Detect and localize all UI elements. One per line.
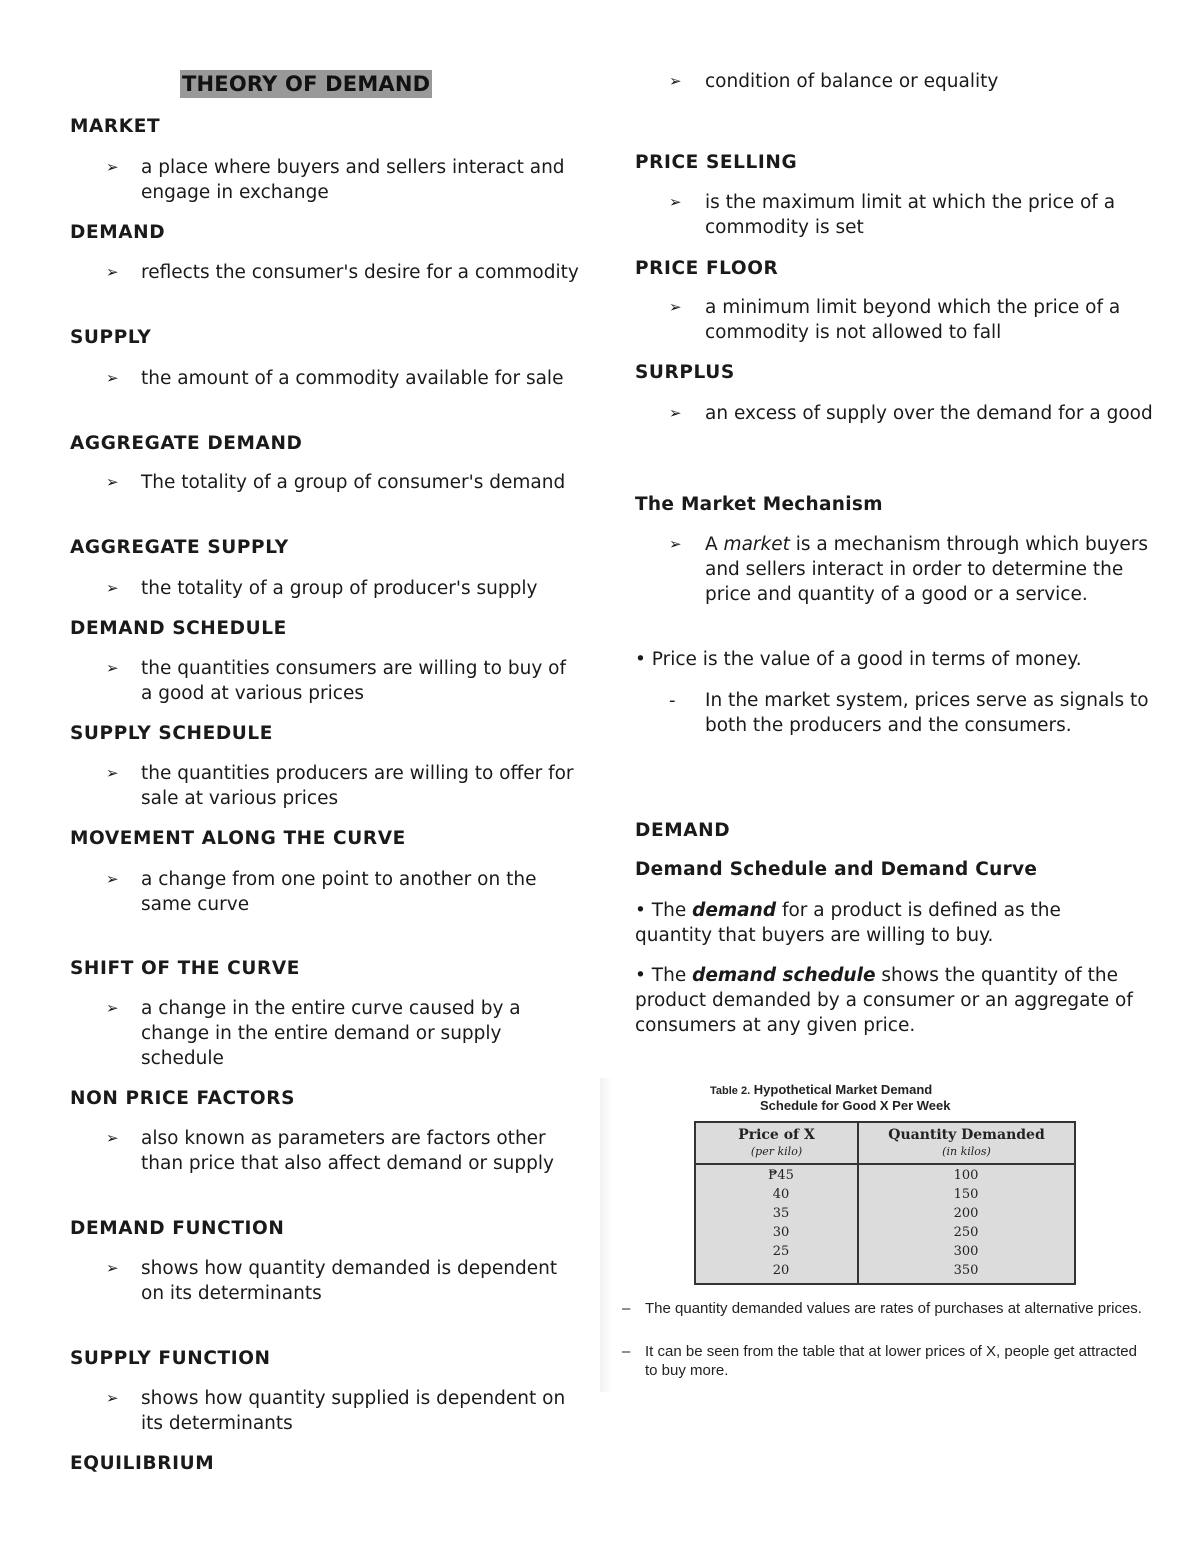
arrow-bullet-icon: ➢ — [106, 1129, 119, 1147]
heading-market-mechanism: The Market Mechanism — [635, 494, 883, 515]
arrow-bullet-icon: ➢ — [106, 369, 119, 387]
bullet-text: a change from one point to another on the same curve — [141, 869, 537, 915]
bullet-text: also known as parameters are factors other than price that also affect demand or supply — [141, 1128, 554, 1174]
heading-non-price-factors: NON PRICE FACTORS — [70, 1088, 296, 1109]
column-header-quantity: Quantity Demanded — [888, 1127, 1045, 1143]
arrow-bullet-icon: ➢ — [669, 404, 682, 422]
arrow-bullet-icon: ➢ — [106, 659, 119, 677]
table-cell-price: 40 — [772, 1187, 790, 1202]
heading-demand-section: DEMAND — [635, 820, 731, 841]
bullet-text: a minimum limit beyond which the price of a commodity is not allowed to fall — [705, 297, 1121, 343]
arrow-bullet-icon: ➢ — [106, 263, 119, 281]
price-definition: • Price is the value of a good in terms of money. — [635, 649, 1082, 670]
heading-price-selling: PRICE SELLING — [635, 152, 798, 173]
document-title: THEORY OF DEMAND — [182, 72, 431, 96]
demand-schedule-table — [694, 1121, 1076, 1285]
arrow-bullet-icon: ➢ — [669, 72, 682, 90]
table-cell-price: 20 — [772, 1263, 790, 1278]
note-dash: – — [622, 1343, 631, 1360]
table-cell-quantity: 350 — [953, 1263, 979, 1278]
heading-demand-schedule: DEMAND SCHEDULE — [70, 618, 287, 639]
table-cell-price: ₱45 — [768, 1168, 794, 1183]
heading-aggregate-supply: AGGREGATE SUPPLY — [70, 537, 289, 558]
column-subheader-price: (per kilo) — [750, 1145, 803, 1158]
arrow-bullet-icon: ➢ — [669, 535, 682, 553]
table-cell-quantity: 250 — [953, 1225, 979, 1240]
arrow-bullet-icon: ➢ — [106, 473, 119, 491]
demand-definition: • The demand for a product is defined as the quantity that buyers are willing to buy. — [635, 900, 1061, 946]
heading-market: MARKET — [70, 116, 161, 137]
bullet-text: the totality of a group of producer's supply — [141, 578, 538, 599]
table-cell-price: 25 — [772, 1244, 790, 1259]
column-header-price: Price of X — [738, 1127, 815, 1143]
figure-caption-line2: Schedule for Good X Per Week — [760, 1098, 951, 1113]
table-cell-price: 30 — [772, 1225, 790, 1240]
heading-equilibrium: EQUILIBRIUM — [70, 1453, 215, 1474]
arrow-bullet-icon: ➢ — [106, 870, 119, 888]
bullet-text: a place where buyers and sellers interact and engage in exchange — [141, 157, 565, 203]
demand-schedule-table-figure — [600, 1078, 1140, 1392]
arrow-bullet-icon: ➢ — [669, 298, 682, 316]
table-cell-quantity: 100 — [953, 1168, 979, 1183]
arrow-bullet-icon: ➢ — [106, 158, 119, 176]
note-text: It can be seen from the table that at lower prices of X, people get attracted to buy more. — [645, 1343, 1137, 1379]
bullet-text: shows how quantity supplied is dependent on its determinants — [141, 1388, 566, 1434]
bullet-text: a change in the entire curve caused by a change in the entire demand or supply schedule — [141, 998, 521, 1069]
heading-movement-along-curve: MOVEMENT ALONG THE CURVE — [70, 828, 406, 849]
arrow-bullet-icon: ➢ — [669, 193, 682, 211]
bullet-text: an excess of supply over the demand for a good — [705, 403, 1153, 424]
figure-caption-line1: Table 2. Hypothetical Market Demand — [710, 1082, 933, 1097]
table-cell-quantity: 150 — [953, 1187, 979, 1202]
demand-schedule-definition: • The demand schedule shows the quantity of the product demanded by a consumer or an aggregate of consumers at any given price. — [635, 965, 1133, 1036]
bullet-text: is the maximum limit at which the price of a commodity is set — [705, 192, 1116, 238]
bullet-text: the quantities producers are willing to offer for sale at various prices — [141, 763, 574, 809]
arrow-bullet-icon: ➢ — [106, 999, 119, 1017]
column-subheader-quantity: (in kilos) — [942, 1145, 991, 1158]
heading-aggregate-demand: AGGREGATE DEMAND — [70, 433, 303, 454]
heading-demand-function: DEMAND FUNCTION — [70, 1218, 285, 1239]
heading-surplus: SURPLUS — [635, 362, 735, 383]
table-divider-horizontal — [696, 1163, 1074, 1165]
heading-supply-function: SUPPLY FUNCTION — [70, 1348, 271, 1369]
note-text: The quantity demanded values are rates of purchases at alternative prices. — [645, 1300, 1142, 1317]
bullet-text: the quantities consumers are willing to buy of a good at various prices — [141, 658, 566, 704]
dash-bullet: - — [669, 690, 676, 711]
table-cell-price: 35 — [772, 1206, 790, 1221]
arrow-bullet-icon: ➢ — [106, 764, 119, 782]
arrow-bullet-icon: ➢ — [106, 1389, 119, 1407]
bullet-text: reflects the consumer's desire for a commodity — [141, 262, 579, 283]
bullet-text: shows how quantity demanded is dependent on its determinants — [141, 1258, 558, 1304]
dash-text: In the market system, prices serve as signals to both the producers and the consumers. — [705, 690, 1149, 736]
heading-price-floor: PRICE FLOOR — [635, 258, 779, 279]
arrow-bullet-icon: ➢ — [106, 1259, 119, 1277]
arrow-bullet-icon: ➢ — [106, 579, 119, 597]
figure-edge — [600, 1078, 612, 1392]
bullet-text: The totality of a group of consumer's demand — [141, 472, 566, 493]
heading-shift-of-curve: SHIFT OF THE CURVE — [70, 958, 300, 979]
heading-supply: SUPPLY — [70, 327, 152, 348]
table-cell-quantity: 200 — [953, 1206, 979, 1221]
table-cell-quantity: 300 — [953, 1244, 979, 1259]
heading-supply-schedule: SUPPLY SCHEDULE — [70, 723, 274, 744]
bullet-text: condition of balance or equality — [705, 71, 999, 92]
bullet-text: A market is a mechanism through which buyers and sellers interact in order to determine the price and quantity of a good or a service. — [705, 534, 1149, 605]
note-dash: – — [622, 1300, 631, 1317]
heading-demand: DEMAND — [70, 222, 166, 243]
bullet-text: the amount of a commodity available for sale — [141, 368, 564, 389]
subheading-demand-schedule-curve: Demand Schedule and Demand Curve — [635, 859, 1038, 880]
